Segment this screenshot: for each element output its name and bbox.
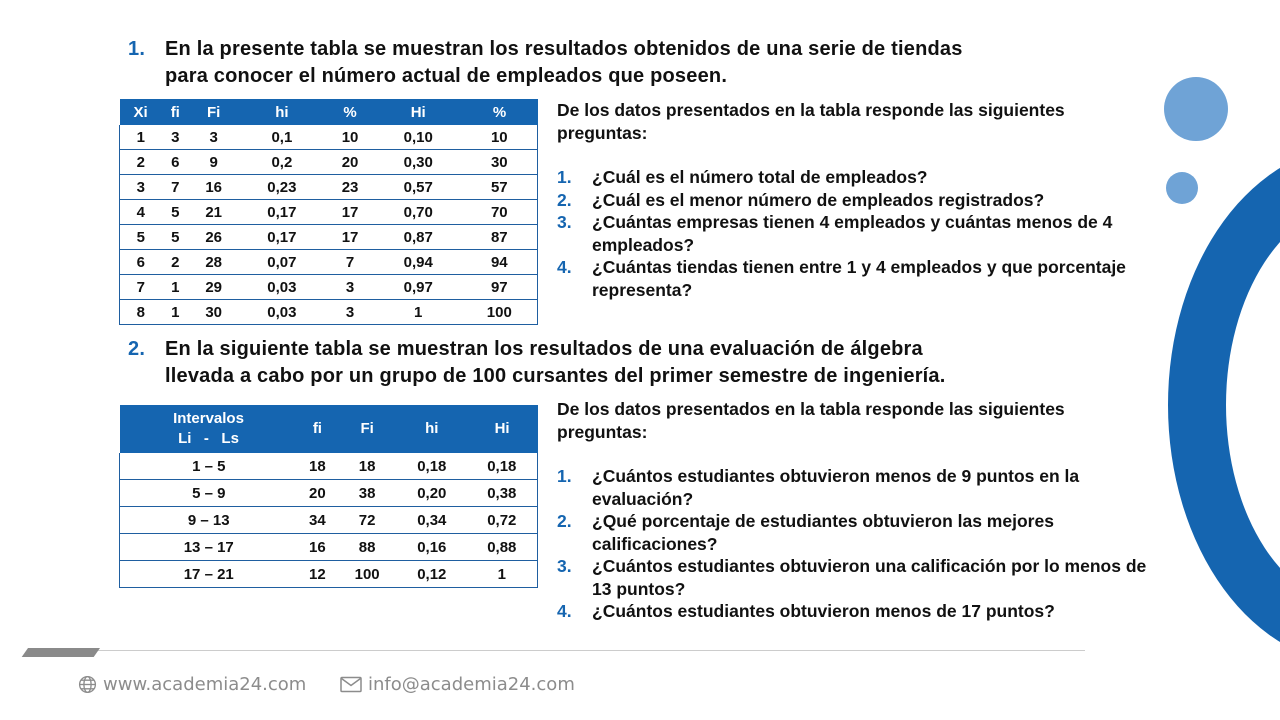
table-cell: 7 (162, 175, 189, 200)
table-row (120, 250, 538, 275)
table-cell: 0,97 (375, 275, 462, 300)
website-text: www.academia24.com (103, 674, 307, 695)
question-number: 1. (557, 167, 572, 187)
table-cell: 0,1 (238, 125, 325, 150)
section1-number: 1. (128, 38, 146, 60)
table-cell: 72 (337, 507, 397, 534)
section1-questions (557, 99, 1157, 301)
table-cell: 100 (462, 300, 538, 325)
globe-icon (78, 675, 97, 694)
table-cell: 0,88 (467, 534, 538, 561)
table-cell: 94 (462, 250, 538, 275)
table-cell: 2 (162, 250, 189, 275)
table-cell: 10 (462, 125, 538, 150)
section2-questions (557, 398, 1157, 623)
table-cell: 87 (462, 225, 538, 250)
table-cell: 0,18 (397, 453, 467, 480)
table-cell: 0,10 (375, 125, 462, 150)
table-cell: 0,30 (375, 150, 462, 175)
table-cell: 17 (325, 200, 375, 225)
question-number: 4. (557, 257, 572, 277)
table-cell: 3 (325, 300, 375, 325)
question-item (557, 211, 1157, 256)
table-cell: 29 (189, 275, 239, 300)
section2-heading (128, 336, 1065, 390)
column-header: Hi (375, 99, 462, 125)
table-cell: 9 (189, 150, 239, 175)
table-cell: 0,94 (375, 250, 462, 275)
section2-question-list (557, 465, 1157, 623)
footer-email[interactable] (340, 674, 575, 695)
table-cell: 1 – 5 (120, 453, 298, 480)
table-header-row (120, 99, 538, 125)
table-cell: 6 (162, 150, 189, 175)
table-cell: 0,18 (467, 453, 538, 480)
table-cell: 38 (337, 480, 397, 507)
table-cell: 0,57 (375, 175, 462, 200)
section2-intro: De los datos presentados en la tabla responde las siguientes preguntas: (557, 399, 1065, 442)
table-cell: 0,87 (375, 225, 462, 250)
table-cell: 3 (189, 125, 239, 150)
question-text: ¿Cuántos estudiantes obtuvieron una calificación por lo menos de 13 puntos? (592, 556, 1147, 599)
question-text: ¿Cuántas tiendas tienen entre 1 y 4 empleados y que porcentaje representa? (592, 257, 1126, 300)
table-cell: 1 (467, 561, 538, 588)
table-cell: 9 – 13 (120, 507, 298, 534)
question-text: ¿Cuántas empresas tienen 4 empleados y cuántas menos de 4 empleados? (592, 212, 1113, 255)
table-cell: 3 (325, 275, 375, 300)
footer-divider (30, 650, 1085, 651)
table-cell: 16 (189, 175, 239, 200)
table-row (120, 275, 538, 300)
table-cell: 18 (337, 453, 397, 480)
table-cell: 0,03 (238, 300, 325, 325)
intervals-header-line2: Li - Ls (178, 430, 239, 447)
section1-heading-line2: para conocer el número actual de empleados que poseen. (165, 65, 728, 87)
question-item (557, 166, 1157, 189)
table-cell: 3 (120, 175, 162, 200)
table-cell: 30 (189, 300, 239, 325)
table-cell: 0,03 (238, 275, 325, 300)
question-item (557, 256, 1157, 301)
question-item (557, 510, 1157, 555)
section1-heading (128, 36, 1065, 90)
table-row (120, 561, 538, 588)
table-cell: 0,16 (397, 534, 467, 561)
table-cell: 97 (462, 275, 538, 300)
table-cell: 7 (325, 250, 375, 275)
table-cell: 0,23 (238, 175, 325, 200)
question-text: ¿Cuál es el número total de empleados? (592, 167, 928, 187)
section1-intro: De los datos presentados en la tabla responde las siguientes preguntas: (557, 100, 1065, 143)
table-cell: 17 (325, 225, 375, 250)
section1-question-list (557, 166, 1157, 301)
decorative-ring (1168, 145, 1280, 665)
table-row (120, 507, 538, 534)
table-cell: 5 (162, 225, 189, 250)
question-text: ¿Cuál es el menor número de empleados registrados? (592, 189, 1045, 210)
table-cell: 5 (120, 225, 162, 250)
intervals-header-line1: Intervalos (173, 410, 244, 427)
table-row (120, 300, 538, 325)
table-cell: 10 (325, 125, 375, 150)
table-cell: 2 (120, 150, 162, 175)
section2-number: 2. (128, 338, 146, 360)
employees-table (119, 99, 538, 325)
column-header: Xi (120, 99, 162, 125)
column-header: hi (238, 99, 325, 125)
question-text: ¿Cuántos estudiantes obtuvieron menos de 17 puntos? (592, 601, 1055, 621)
question-number: 4. (557, 601, 572, 621)
table-cell: 0,34 (397, 507, 467, 534)
question-text: ¿Qué porcentaje de estudiantes obtuvieron las mejores calificaciones? (592, 511, 1054, 554)
section1-heading-line1: En la presente tabla se muestran los resultados obtenidos de una serie de tiendas (165, 38, 963, 60)
question-number: 3. (557, 212, 572, 232)
envelope-icon (340, 676, 362, 693)
table-cell: 28 (189, 250, 239, 275)
question-item (557, 189, 1157, 212)
table-row (120, 150, 538, 175)
column-header: fi (162, 99, 189, 125)
table-cell: 5 (162, 200, 189, 225)
table-cell: 8 (120, 300, 162, 325)
table-cell: 0,12 (397, 561, 467, 588)
footer-accent-tab (22, 648, 100, 657)
column-header: Fi (189, 99, 239, 125)
column-header: Hi (467, 405, 538, 453)
table-row (120, 200, 538, 225)
table-cell: 0,07 (238, 250, 325, 275)
section2-heading-line1: En la siguiente tabla se muestran los resultados de una evaluación de álgebra (165, 338, 923, 360)
table-cell: 4 (120, 200, 162, 225)
question-item (557, 600, 1157, 623)
table-cell: 12 (298, 561, 338, 588)
question-number: 2. (557, 511, 572, 531)
column-header: fi (298, 405, 338, 453)
table-cell: 1 (162, 300, 189, 325)
table-cell: 26 (189, 225, 239, 250)
question-number: 1. (557, 466, 572, 486)
table-cell: 7 (120, 275, 162, 300)
table-cell: 5 – 9 (120, 480, 298, 507)
table-cell: 0,72 (467, 507, 538, 534)
column-header: Fi (337, 405, 397, 453)
table-cell: 0,2 (238, 150, 325, 175)
table-row (120, 175, 538, 200)
table-cell: 100 (337, 561, 397, 588)
algebra-table (119, 405, 538, 588)
table-cell: 1 (162, 275, 189, 300)
table-cell: 18 (298, 453, 338, 480)
table-cell: 34 (298, 507, 338, 534)
table-row (120, 125, 538, 150)
table-cell: 6 (120, 250, 162, 275)
table-cell: 0,20 (397, 480, 467, 507)
footer-website[interactable] (78, 674, 306, 695)
question-item (557, 465, 1157, 510)
decorative-circle-large (1164, 77, 1228, 141)
question-number: 3. (557, 556, 572, 576)
table-cell: 88 (337, 534, 397, 561)
question-text: ¿Cuántos estudiantes obtuvieron menos de 9 puntos en la evaluación? (592, 466, 1080, 509)
table-cell: 0,17 (238, 200, 325, 225)
column-header: % (325, 99, 375, 125)
table-cell: 1 (120, 125, 162, 150)
table-cell: 16 (298, 534, 338, 561)
intervals-header (120, 405, 298, 453)
table-cell: 20 (325, 150, 375, 175)
table-cell: 13 – 17 (120, 534, 298, 561)
table-cell: 30 (462, 150, 538, 175)
table-cell: 1 (375, 300, 462, 325)
table-cell: 21 (189, 200, 239, 225)
section2-heading-line2: llevada a cabo por un grupo de 100 cursantes del primer semestre de ingeniería. (165, 365, 946, 387)
table-cell: 0,70 (375, 200, 462, 225)
table-cell: 57 (462, 175, 538, 200)
question-item (557, 555, 1157, 600)
table-cell: 3 (162, 125, 189, 150)
email-text: info@academia24.com (368, 674, 575, 695)
table-row (120, 225, 538, 250)
table-header-row (120, 405, 538, 453)
table-cell: 23 (325, 175, 375, 200)
column-header: hi (397, 405, 467, 453)
table-row (120, 453, 538, 480)
table-cell: 0,17 (238, 225, 325, 250)
table-row (120, 480, 538, 507)
column-header: % (462, 99, 538, 125)
table-cell: 70 (462, 200, 538, 225)
table-cell: 0,38 (467, 480, 538, 507)
table-row (120, 534, 538, 561)
table-cell: 17 – 21 (120, 561, 298, 588)
table-cell: 20 (298, 480, 338, 507)
decorative-circle-small (1166, 172, 1198, 204)
question-number: 2. (557, 189, 572, 210)
